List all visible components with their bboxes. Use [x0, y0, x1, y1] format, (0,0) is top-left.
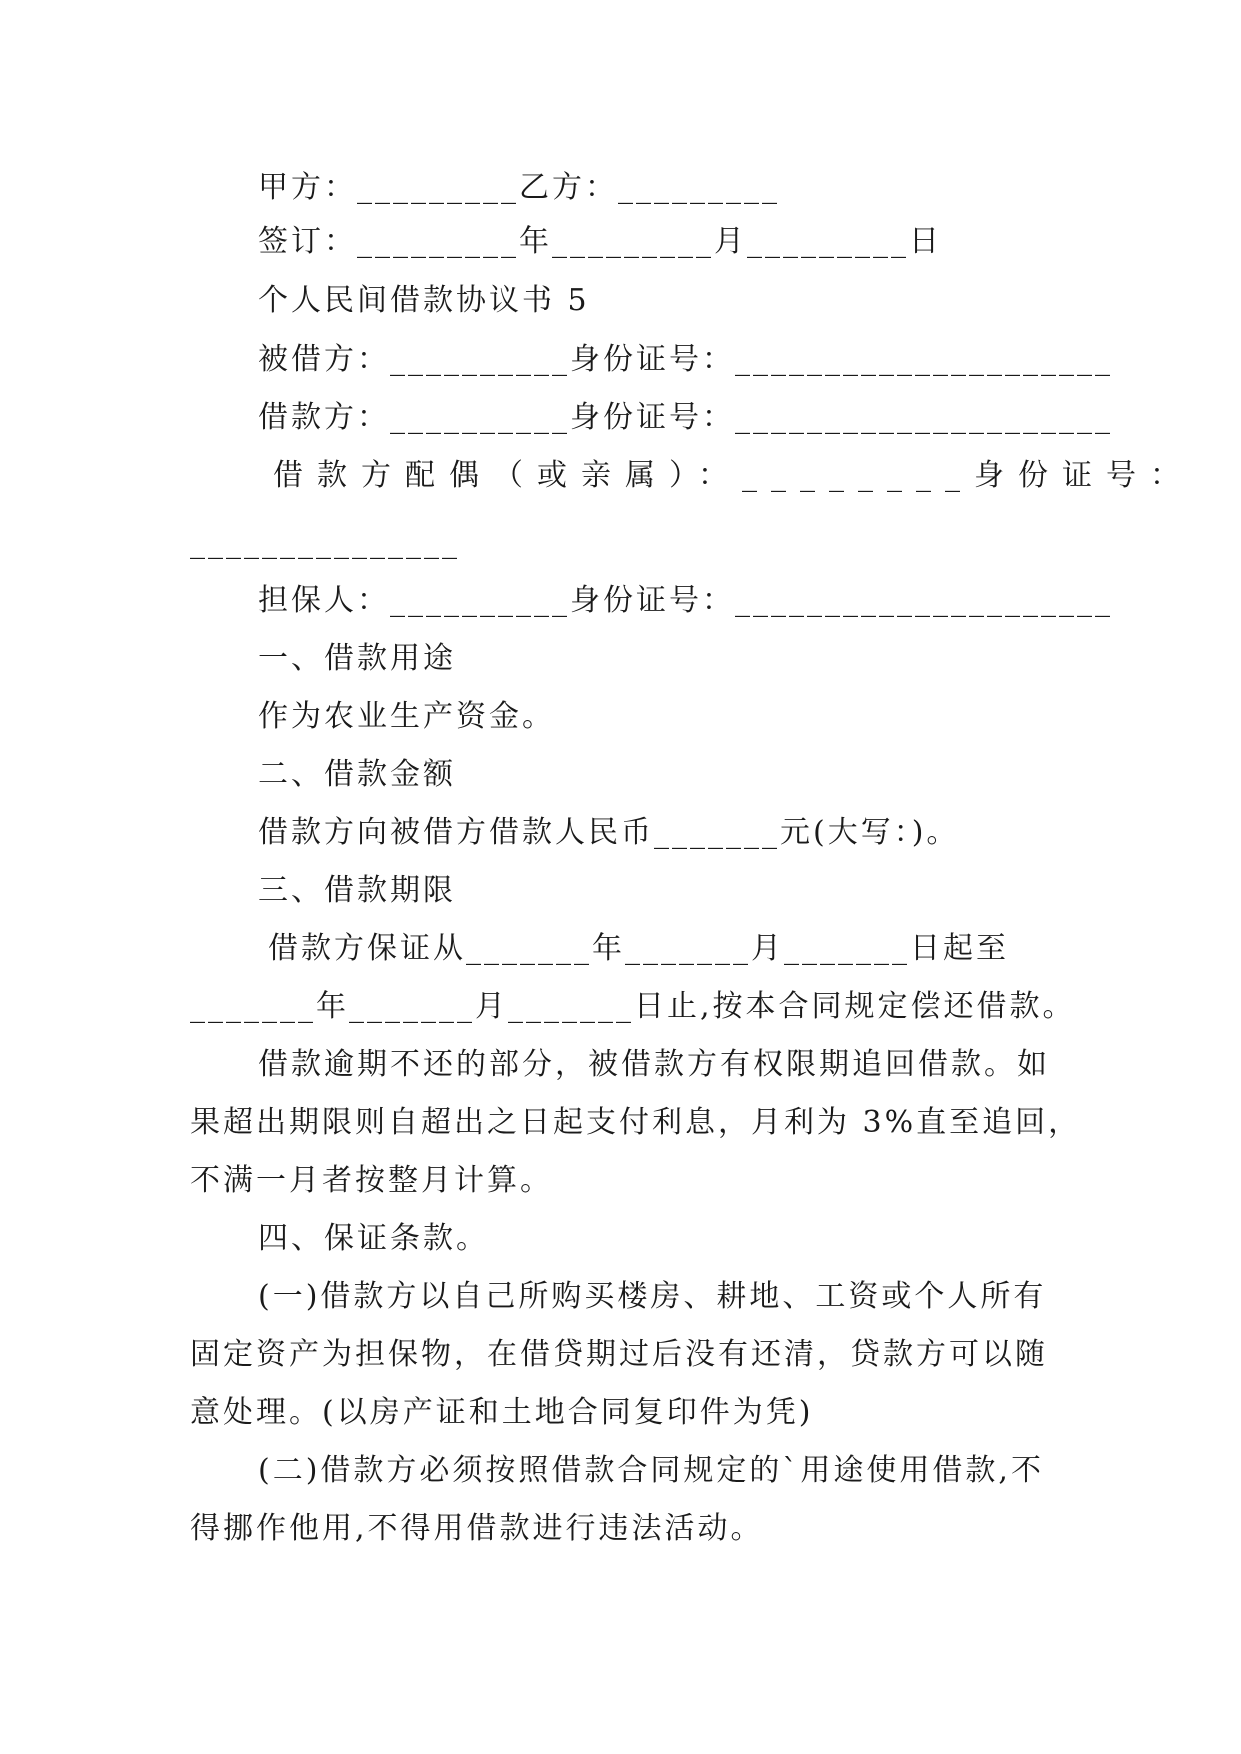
borrower-line: 借款方：__________身份证号：_____________________	[258, 400, 1113, 435]
guarantor-line: 担保人：__________身份证号：_____________________	[258, 583, 1113, 618]
overdue-text-2: 果超出期限则自超出之日起支付利息，月利为 3%直至追回，	[190, 1105, 1082, 1140]
overdue-text-3: 不满一月者按整月计算。	[190, 1163, 553, 1198]
guarantee-2-text-2: 得挪作他用,不得用借款进行违法活动。	[190, 1511, 764, 1546]
section-2-text: 借款方向被借方借款人民币_______元(大写：)。	[258, 815, 960, 850]
guarantee-1-text-1: (一)借款方以自己所购买楼房、耕地、工资或个人所有	[258, 1279, 1047, 1314]
section-3-text-2: _______年_______月_______日止,按本合同规定偿还借款。	[190, 989, 1076, 1024]
section-3-text-1: 借款方保证从_______年_______月_______日起至	[268, 931, 1009, 966]
spouse-id-blank: _______________	[190, 525, 460, 560]
overdue-text-1: 借款逾期不还的部分，被借款方有权限期追回借款。如	[258, 1047, 1050, 1082]
spouse-line: 借款方配偶（或亲属）：________身份证号：	[273, 458, 1194, 493]
signing-date-line: 签订：_________年_________月_________日	[258, 224, 942, 259]
party-a-b-line: 甲方：_________乙方：_________	[258, 170, 780, 205]
guarantee-1-text-2: 固定资产为担保物，在借贷期过后没有还清，贷款方可以随	[190, 1337, 1048, 1372]
section-1-heading: 一、借款用途	[258, 641, 456, 676]
lender-line: 被借方：__________身份证号：_____________________	[258, 342, 1113, 377]
document-title: 个人民间借款协议书 5	[258, 283, 590, 318]
section-4-heading: 四、保证条款。	[258, 1221, 489, 1256]
guarantee-1-text-3: 意处理。(以房产证和土地合同复印件为凭)	[190, 1395, 814, 1430]
section-2-heading: 二、借款金额	[258, 757, 456, 792]
section-3-heading: 三、借款期限	[258, 873, 456, 908]
section-1-text: 作为农业生产资金。	[258, 699, 555, 734]
guarantee-2-text-1: (二)借款方必须按照借款合同规定的`用途使用借款,不	[258, 1453, 1044, 1488]
